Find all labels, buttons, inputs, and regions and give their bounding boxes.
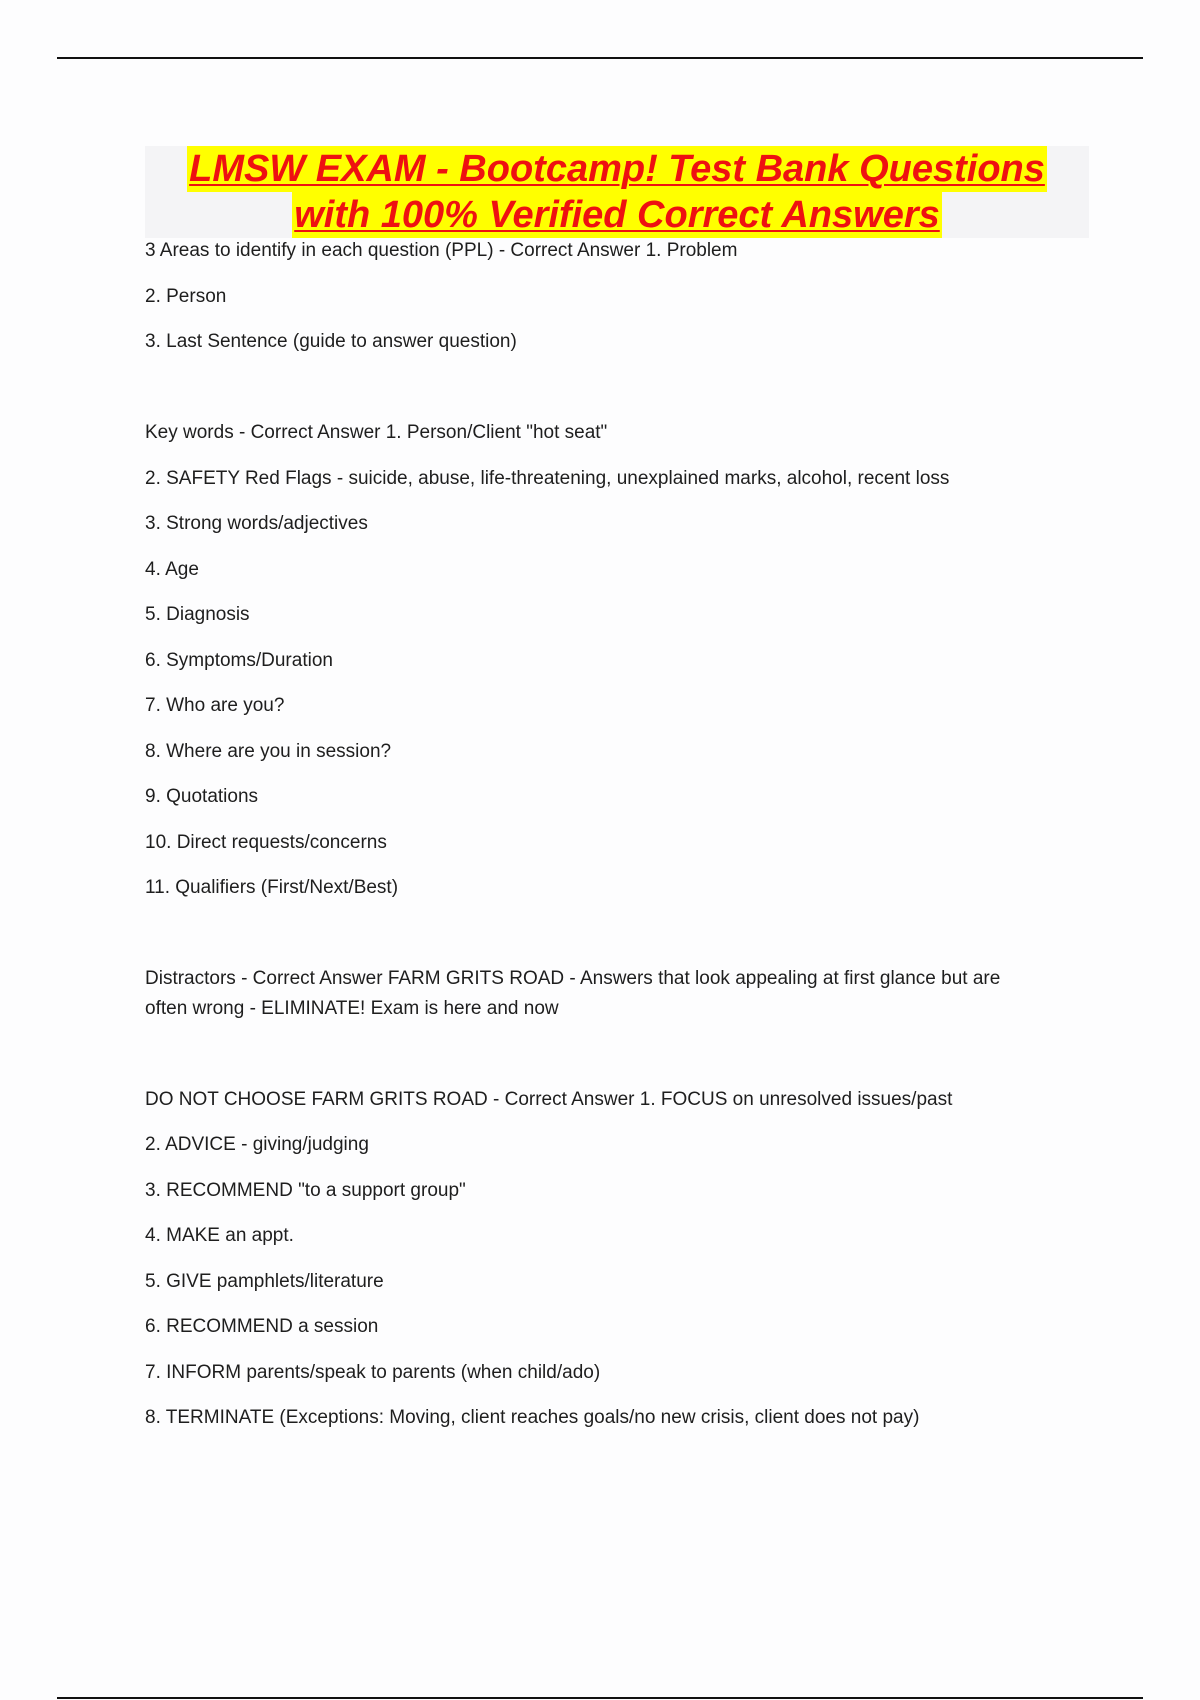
qa-2-line-8: 8. Where are you in session? [145, 741, 392, 762]
qa-2-line-7: 7. Who are you? [145, 695, 285, 716]
qa-4-line-6: 6. RECOMMEND a session [145, 1316, 379, 1337]
footer-rule [57, 1697, 1143, 1699]
qa-1-line-1: 3 Areas to identify in each question (PPL) - Correct Answer 1. Problem [145, 240, 738, 261]
qa-1-line-3: 3. Last Sentence (guide to answer question) [145, 331, 517, 352]
qa-3-line-2: often wrong - ELIMINATE! Exam is here and now [145, 998, 559, 1019]
qa-2-line-1: Key words - Correct Answer 1. Person/Client "hot seat" [145, 422, 608, 443]
qa-2-line-10: 10. Direct requests/concerns [145, 832, 387, 853]
qa-4-line-8: 8. TERMINATE (Exceptions: Moving, client reaches goals/no new crisis, client does not pay) [145, 1407, 920, 1428]
qa-2-line-6: 6. Symptoms/Duration [145, 650, 333, 671]
qa-2-line-4: 4. Age [145, 559, 199, 580]
qa-2-line-2: 2. SAFETY Red Flags - suicide, abuse, life-threatening, unexplained marks, alcohol, recent loss [145, 468, 950, 489]
qa-4-line-2: 2. ADVICE - giving/judging [145, 1134, 369, 1155]
qa-4-line-7: 7. INFORM parents/speak to parents (when child/ado) [145, 1362, 601, 1383]
qa-4-line-5: 5. GIVE pamphlets/literature [145, 1271, 384, 1292]
qa-4-line-4: 4. MAKE an appt. [145, 1225, 294, 1246]
qa-4-line-3: 3. RECOMMEND "to a support group" [145, 1180, 466, 1201]
qa-3-line-1: Distractors - Correct Answer FARM GRITS ROAD - Answers that look appealing at first glance but are [145, 968, 1001, 989]
qa-2-line-3: 3. Strong words/adjectives [145, 513, 368, 534]
qa-4-line-1: DO NOT CHOOSE FARM GRITS ROAD - Correct Answer 1. FOCUS on unresolved issues/past [145, 1089, 953, 1110]
qa-2-line-5: 5. Diagnosis [145, 604, 250, 625]
qa-2-line-11: 11. Qualifiers (First/Next/Best) [145, 877, 399, 898]
header-rule [57, 57, 1143, 59]
title-line-2: with 100% Verified Correct Answers [294, 194, 940, 236]
title-line-1: LMSW EXAM - Bootcamp! Test Bank Questions [189, 148, 1045, 190]
qa-1-line-2: 2. Person [145, 286, 227, 307]
document-title [145, 146, 1089, 238]
qa-2-line-9: 9. Quotations [145, 786, 259, 807]
